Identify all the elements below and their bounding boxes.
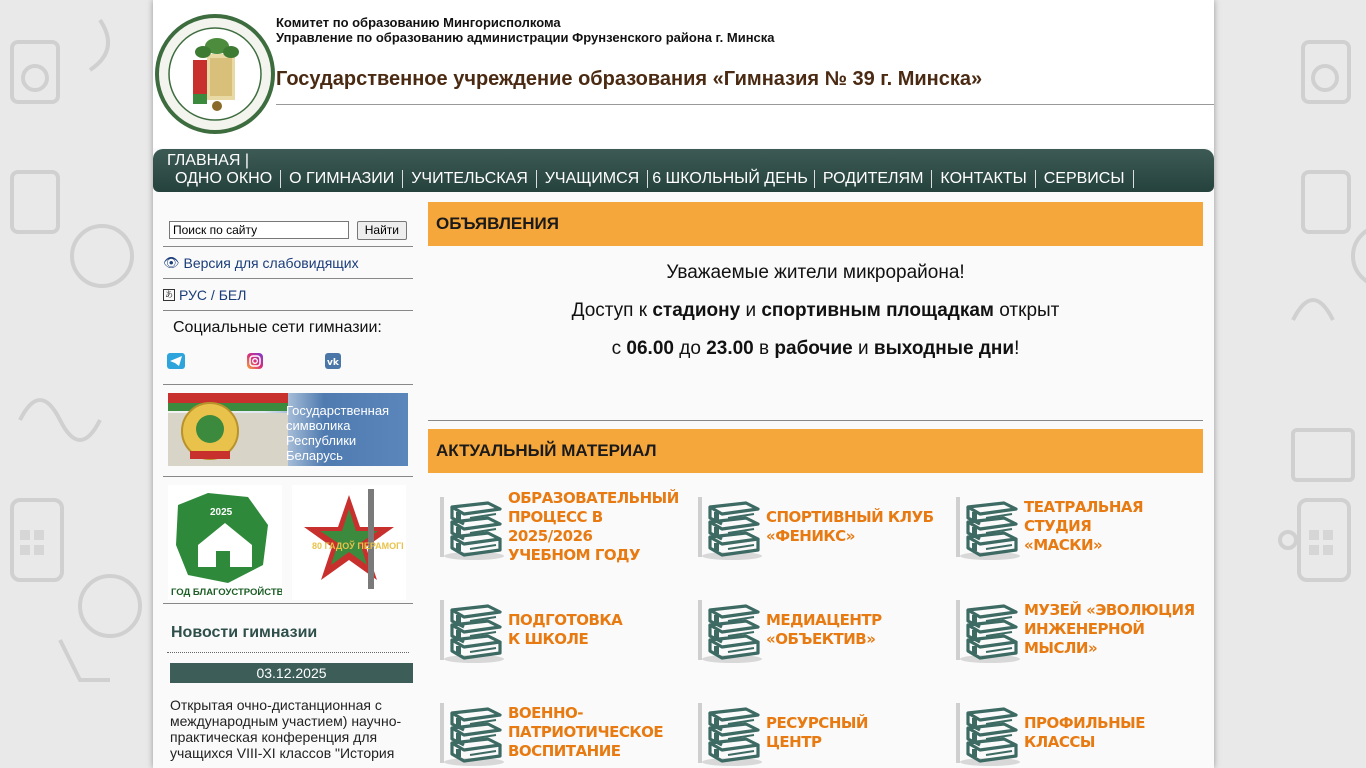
committee-text	[276, 15, 775, 45]
tile-label	[1024, 714, 1145, 752]
victory-80-poster[interactable]	[292, 485, 406, 600]
material-tiles	[428, 473, 1203, 768]
tile-label-line: «ОБЪЕКТИВ»	[766, 629, 876, 648]
tile-label	[766, 508, 934, 546]
tile-label-line: ТЕАТРАЛЬНАЯ СТУДИЯ	[1024, 498, 1144, 535]
tile-label	[1024, 498, 1203, 555]
banner-text-line: Государственная	[286, 403, 390, 418]
actual-material-header: АКТУАЛЬНЫЙ МАТЕРИАЛ	[428, 429, 1203, 473]
tile-label	[508, 489, 686, 565]
language-icon: あ	[165, 289, 173, 299]
text-span: открыт	[994, 300, 1060, 321]
tile-label-line: «ФЕНИКС»	[766, 526, 855, 545]
tile-sports-club-phoenix[interactable]	[686, 475, 944, 578]
committee-line-1: Комитет по образованию Мингорисполкома	[276, 15, 561, 30]
main-content	[428, 202, 1203, 768]
news-item-text[interactable]: Открытая очно-дистанционная с международным участием) научно-практическая конференция для учащихся VIII-XI классов "История	[170, 697, 402, 761]
news-section-title: Новости гимназии	[167, 604, 409, 653]
tile-label-line: КЛАССЫ	[1024, 732, 1095, 751]
nav-item-teachers[interactable]: УЧИТЕЛЬСКАЯ	[403, 170, 537, 188]
text-span: !	[1014, 338, 1020, 359]
news-date: 03.12.2025	[170, 663, 413, 683]
nav-item-about[interactable]: О ГИМНАЗИИ	[281, 170, 403, 188]
text-span-bold: 06.00	[626, 338, 674, 359]
books-icon	[694, 493, 764, 561]
nav-item-services[interactable]: СЕРВИСЫ	[1036, 170, 1134, 188]
text-span: и	[852, 338, 874, 359]
tile-label-line: УЧЕБНОМ ГОДУ	[508, 545, 641, 564]
poster-caption: 80 ГАДОЎ ПЕРАМОГІ	[312, 541, 404, 551]
tile-label-line: СПОРТИВНЫЙ КЛУБ	[766, 507, 934, 526]
main-navigation	[153, 149, 1214, 192]
text-span-bold: 23.00	[706, 338, 754, 359]
svg-text:vk: vk	[327, 358, 339, 368]
text-span: с	[611, 338, 627, 359]
tile-label-line: «МАСКИ»	[1024, 536, 1103, 554]
search-button[interactable]: Найти	[357, 221, 407, 240]
nav-item-sixth-school-day[interactable]: 6 ШКОЛЬНЫЙ ДЕНЬ	[648, 170, 815, 188]
header-divider	[276, 104, 1214, 105]
tile-label-line: К ШКОЛЕ	[508, 629, 589, 648]
tile-school-preparation[interactable]	[428, 578, 686, 681]
text-span: в	[753, 338, 775, 359]
tile-military-patriotic-education[interactable]	[428, 681, 686, 768]
site-header	[153, 0, 1214, 148]
tile-label	[508, 704, 663, 761]
nav-item-home[interactable]: ГЛАВНАЯ |	[167, 152, 249, 169]
tile-label-line: ЦЕНТР	[766, 732, 822, 751]
tile-label-line: ОБРАЗОВАТЕЛЬНЫЙ	[508, 488, 679, 507]
telegram-icon[interactable]	[167, 353, 185, 369]
tile-label	[1024, 601, 1195, 658]
tile-label-line: ПОДГОТОВКА	[508, 610, 623, 629]
tile-theatre-studio-masks[interactable]	[944, 475, 1203, 578]
gymnasium-logo[interactable]	[153, 14, 277, 134]
vk-icon[interactable]	[325, 353, 341, 369]
tile-label-line: МУЗЕЙ «ЭВОЛЮЦИЯ	[1024, 601, 1195, 619]
tile-label-line: МЫСЛИ»	[1024, 639, 1098, 657]
text-span: Доступ к	[571, 300, 653, 321]
nav-item-one-window[interactable]: ОДНО ОКНО	[167, 170, 281, 188]
tile-profile-classes[interactable]	[944, 681, 1203, 768]
announcements-header: ОБЪЯВЛЕНИЯ	[428, 202, 1203, 246]
nav-item-contacts[interactable]: КОНТАКТЫ	[932, 170, 1035, 188]
social-links	[163, 343, 413, 385]
tile-label-line: ВОСПИТАНИЕ	[508, 742, 621, 760]
year-of-improvement-poster[interactable]	[168, 485, 282, 600]
nav-item-parents[interactable]: РОДИТЕЛЯМ	[815, 170, 933, 188]
sidebar	[163, 202, 413, 761]
tile-label	[508, 611, 622, 649]
books-icon	[694, 699, 764, 767]
text-span: до	[673, 338, 707, 359]
announcement-text	[428, 246, 1203, 421]
low-vision-link-label: Версия для слабовидящих	[183, 254, 359, 271]
text-span-bold: рабочие	[774, 338, 853, 359]
banner-text-line: Республики	[286, 433, 357, 448]
text-span: и	[740, 300, 762, 321]
nav-item-students[interactable]: УЧАЩИМСЯ	[537, 170, 648, 188]
spacer	[428, 421, 1203, 429]
books-icon	[436, 493, 506, 561]
committee-line-2: Управление по образованию администрации Фрунзенского района г. Минска	[276, 30, 775, 45]
text-span-bold: выходные дни	[873, 338, 1015, 359]
tile-museum-engineering-thought[interactable]	[944, 578, 1203, 681]
tile-label	[766, 714, 868, 752]
tile-label-line: ПАТРИОТИЧЕСКОЕ	[508, 723, 664, 741]
tile-label-line: РЕСУРСНЫЙ	[766, 713, 868, 732]
eye-icon: 👁	[163, 254, 180, 270]
tile-label-line: ВОЕННО-	[508, 704, 584, 722]
tile-media-center-objective[interactable]	[686, 578, 944, 681]
social-title: Социальные сети гимназии:	[173, 319, 382, 336]
language-switch-link[interactable]	[163, 279, 413, 311]
background-decoration-right	[1213, 0, 1366, 768]
announcement-line-1: Уважаемые жители микрорайона!	[666, 262, 965, 283]
banner-text	[286, 403, 389, 463]
instagram-icon[interactable]	[247, 353, 263, 369]
tile-label-line: МЕДИАЦЕНТР	[766, 610, 882, 629]
search-form	[163, 202, 413, 247]
text-span-bold: спортивным площадкам	[761, 300, 994, 321]
tile-label-line: ИНЖЕНЕРНОЙ	[1024, 620, 1145, 638]
tile-resource-center[interactable]	[686, 681, 944, 768]
books-icon	[952, 596, 1022, 664]
background-decoration-left	[0, 0, 153, 768]
school-title: Государственное учреждение образования «Гимназия № 39 г. Минска»	[276, 68, 983, 90]
low-vision-link[interactable]	[163, 247, 413, 279]
books-icon	[952, 493, 1022, 561]
tile-label	[766, 611, 882, 649]
books-icon	[694, 596, 764, 664]
banner-text-line: Беларусь	[286, 448, 343, 463]
poster-caption: ГОД БЛАГОУСТРОЙСТВА	[171, 587, 282, 598]
tile-label-line: ПРОФИЛЬНЫЕ	[1024, 713, 1145, 732]
state-symbols-banner[interactable]	[168, 393, 408, 466]
posters	[163, 477, 413, 604]
books-icon	[952, 699, 1022, 767]
poster-year: 2025	[210, 507, 233, 518]
books-icon	[436, 596, 506, 664]
tile-label-line: ПРОЦЕСС В 2025/2026	[508, 507, 603, 545]
text-span-bold: стадиону	[652, 300, 741, 321]
page-container	[153, 0, 1214, 768]
language-link-label: РУС / БЕЛ	[179, 286, 247, 303]
announcement-line-3	[428, 330, 1203, 368]
books-icon	[436, 699, 506, 767]
search-input[interactable]	[169, 221, 349, 239]
tile-educational-process[interactable]	[428, 475, 686, 578]
banner-text-line: символика	[286, 418, 351, 433]
announcement-line-2	[428, 292, 1203, 330]
